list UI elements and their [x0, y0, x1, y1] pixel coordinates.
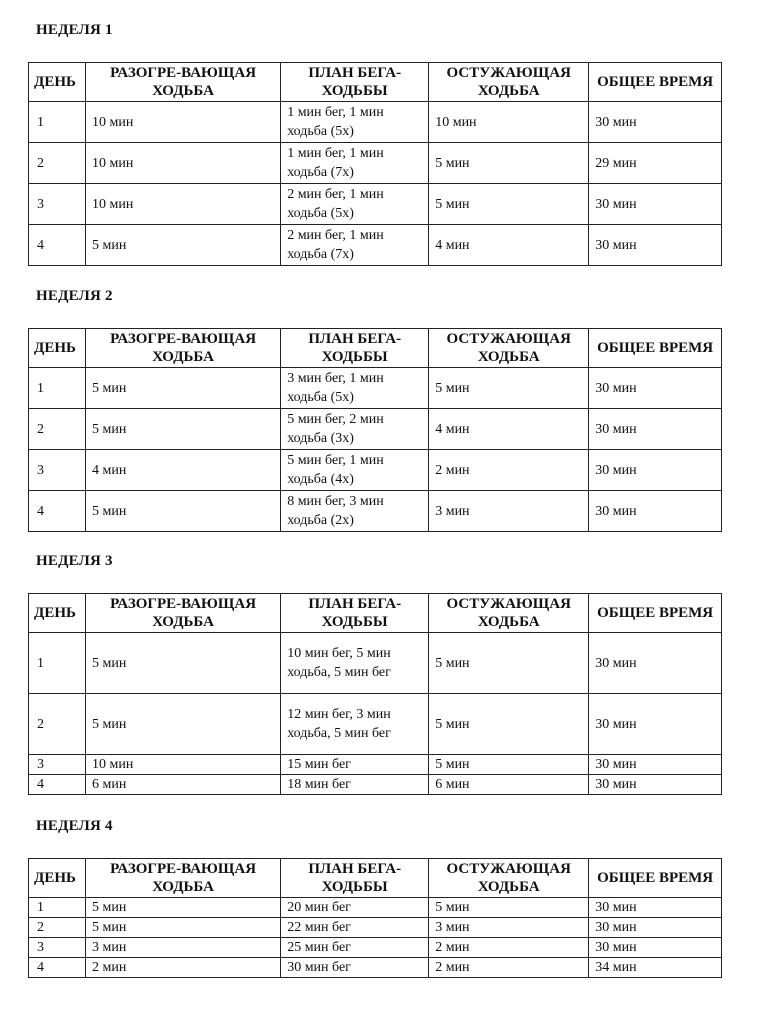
cell-plan: 5 мин бег, 2 мин ходьба (3х)	[281, 409, 429, 450]
cell-day: 3	[29, 755, 86, 775]
table-row	[29, 491, 722, 532]
header-warmup: РАЗОГРЕ-ВАЮЩАЯ ХОДЬБА	[86, 63, 281, 102]
cell-total: 30 мин	[589, 450, 722, 491]
table-row	[29, 898, 722, 918]
week-3-title: НЕДЕЛЯ 3	[36, 553, 113, 569]
cell-cooldown: 3 мин	[429, 491, 589, 532]
cell-day: 2	[29, 694, 86, 755]
table-row	[29, 633, 722, 694]
cell-warmup: 5 мин	[86, 409, 281, 450]
table-row	[29, 102, 722, 143]
cell-plan: 5 мин бег, 1 мин ходьба (4х)	[281, 450, 429, 491]
header-total: ОБЩЕЕ ВРЕМЯ	[589, 329, 722, 368]
cell-total: 30 мин	[589, 694, 722, 755]
cell-day: 3	[29, 184, 86, 225]
week-3-table	[28, 593, 722, 795]
table-row	[29, 958, 722, 978]
cell-plan: 15 мин бег	[281, 755, 429, 775]
cell-day: 4	[29, 225, 86, 266]
cell-warmup: 5 мин	[86, 368, 281, 409]
cell-total: 30 мин	[589, 755, 722, 775]
cell-total: 30 мин	[589, 938, 722, 958]
header-cooldown: ОСТУЖАЮЩАЯ ХОДЬБА	[429, 329, 589, 368]
table-header-row	[29, 63, 722, 102]
table-row	[29, 938, 722, 958]
cell-plan: 30 мин бег	[281, 958, 429, 978]
header-total: ОБЩЕЕ ВРЕМЯ	[589, 859, 722, 898]
cell-day: 3	[29, 938, 86, 958]
cell-cooldown: 5 мин	[429, 898, 589, 918]
cell-cooldown: 4 мин	[429, 225, 589, 266]
cell-warmup: 10 мин	[86, 184, 281, 225]
header-day: ДЕНЬ	[29, 594, 86, 633]
cell-warmup: 5 мин	[86, 491, 281, 532]
cell-warmup: 5 мин	[86, 633, 281, 694]
cell-total: 30 мин	[589, 102, 722, 143]
cell-day: 1	[29, 102, 86, 143]
cell-day: 2	[29, 918, 86, 938]
cell-cooldown: 6 мин	[429, 775, 589, 795]
cell-warmup: 5 мин	[86, 918, 281, 938]
cell-day: 2	[29, 143, 86, 184]
table-row	[29, 409, 722, 450]
cell-plan: 22 мин бег	[281, 918, 429, 938]
cell-plan: 12 мин бег, 3 мин ходьба, 5 мин бег	[281, 694, 429, 755]
cell-cooldown: 2 мин	[429, 450, 589, 491]
header-plan: ПЛАН БЕГА-ХОДЬБЫ	[281, 594, 429, 633]
table-row	[29, 450, 722, 491]
week-4-table	[28, 858, 722, 978]
header-total: ОБЩЕЕ ВРЕМЯ	[589, 594, 722, 633]
table-row	[29, 368, 722, 409]
cell-plan: 10 мин бег, 5 мин ходьба, 5 мин бег	[281, 633, 429, 694]
cell-day: 1	[29, 633, 86, 694]
cell-plan: 3 мин бег, 1 мин ходьба (5х)	[281, 368, 429, 409]
cell-cooldown: 2 мин	[429, 958, 589, 978]
cell-warmup: 10 мин	[86, 143, 281, 184]
header-total: ОБЩЕЕ ВРЕМЯ	[589, 63, 722, 102]
cell-warmup: 10 мин	[86, 755, 281, 775]
cell-plan: 18 мин бег	[281, 775, 429, 795]
table-row	[29, 694, 722, 755]
cell-warmup: 5 мин	[86, 694, 281, 755]
cell-cooldown: 5 мин	[429, 755, 589, 775]
cell-total: 30 мин	[589, 184, 722, 225]
cell-day: 4	[29, 491, 86, 532]
cell-cooldown: 10 мин	[429, 102, 589, 143]
cell-plan: 25 мин бег	[281, 938, 429, 958]
header-warmup: РАЗОГРЕ-ВАЮЩАЯ ХОДЬБА	[86, 859, 281, 898]
cell-plan: 8 мин бег, 3 мин ходьба (2х)	[281, 491, 429, 532]
header-warmup: РАЗОГРЕ-ВАЮЩАЯ ХОДЬБА	[86, 594, 281, 633]
cell-total: 30 мин	[589, 409, 722, 450]
cell-warmup: 5 мин	[86, 225, 281, 266]
header-cooldown: ОСТУЖАЮЩАЯ ХОДЬБА	[429, 594, 589, 633]
cell-total: 30 мин	[589, 225, 722, 266]
cell-cooldown: 5 мин	[429, 143, 589, 184]
cell-cooldown: 5 мин	[429, 694, 589, 755]
header-plan: ПЛАН БЕГА-ХОДЬБЫ	[281, 859, 429, 898]
table-row	[29, 775, 722, 795]
cell-plan: 2 мин бег, 1 мин ходьба (7х)	[281, 225, 429, 266]
cell-cooldown: 2 мин	[429, 938, 589, 958]
table-row	[29, 755, 722, 775]
cell-total: 29 мин	[589, 143, 722, 184]
header-day: ДЕНЬ	[29, 63, 86, 102]
cell-warmup: 2 мин	[86, 958, 281, 978]
header-warmup: РАЗОГРЕ-ВАЮЩАЯ ХОДЬБА	[86, 329, 281, 368]
cell-cooldown: 5 мин	[429, 368, 589, 409]
cell-total: 30 мин	[589, 918, 722, 938]
cell-total: 34 мин	[589, 958, 722, 978]
week-2-title: НЕДЕЛЯ 2	[36, 288, 113, 304]
cell-total: 30 мин	[589, 775, 722, 795]
cell-total: 30 мин	[589, 633, 722, 694]
cell-cooldown: 4 мин	[429, 409, 589, 450]
header-plan: ПЛАН БЕГА-ХОДЬБЫ	[281, 63, 429, 102]
table-row	[29, 143, 722, 184]
cell-day: 1	[29, 898, 86, 918]
table-header-row	[29, 594, 722, 633]
cell-day: 3	[29, 450, 86, 491]
header-plan: ПЛАН БЕГА-ХОДЬБЫ	[281, 329, 429, 368]
table-row	[29, 225, 722, 266]
header-day: ДЕНЬ	[29, 329, 86, 368]
cell-warmup: 4 мин	[86, 450, 281, 491]
header-cooldown: ОСТУЖАЮЩАЯ ХОДЬБА	[429, 63, 589, 102]
cell-warmup: 3 мин	[86, 938, 281, 958]
cell-plan: 1 мин бег, 1 мин ходьба (7х)	[281, 143, 429, 184]
header-day: ДЕНЬ	[29, 859, 86, 898]
table-row	[29, 184, 722, 225]
cell-cooldown: 5 мин	[429, 184, 589, 225]
cell-day: 4	[29, 775, 86, 795]
cell-plan: 20 мин бег	[281, 898, 429, 918]
week-1-table	[28, 62, 722, 266]
cell-day: 1	[29, 368, 86, 409]
table-header-row	[29, 859, 722, 898]
cell-total: 30 мин	[589, 368, 722, 409]
cell-day: 2	[29, 409, 86, 450]
cell-warmup: 10 мин	[86, 102, 281, 143]
week-4-title: НЕДЕЛЯ 4	[36, 818, 113, 834]
table-header-row	[29, 329, 722, 368]
cell-warmup: 6 мин	[86, 775, 281, 795]
cell-cooldown: 5 мин	[429, 633, 589, 694]
cell-day: 4	[29, 958, 86, 978]
cell-plan: 1 мин бег, 1 мин ходьба (5х)	[281, 102, 429, 143]
cell-plan: 2 мин бег, 1 мин ходьба (5х)	[281, 184, 429, 225]
cell-cooldown: 3 мин	[429, 918, 589, 938]
table-row	[29, 918, 722, 938]
cell-warmup: 5 мин	[86, 898, 281, 918]
week-1-title: НЕДЕЛЯ 1	[36, 22, 113, 38]
week-2-table	[28, 328, 722, 532]
cell-total: 30 мин	[589, 898, 722, 918]
cell-total: 30 мин	[589, 491, 722, 532]
header-cooldown: ОСТУЖАЮЩАЯ ХОДЬБА	[429, 859, 589, 898]
